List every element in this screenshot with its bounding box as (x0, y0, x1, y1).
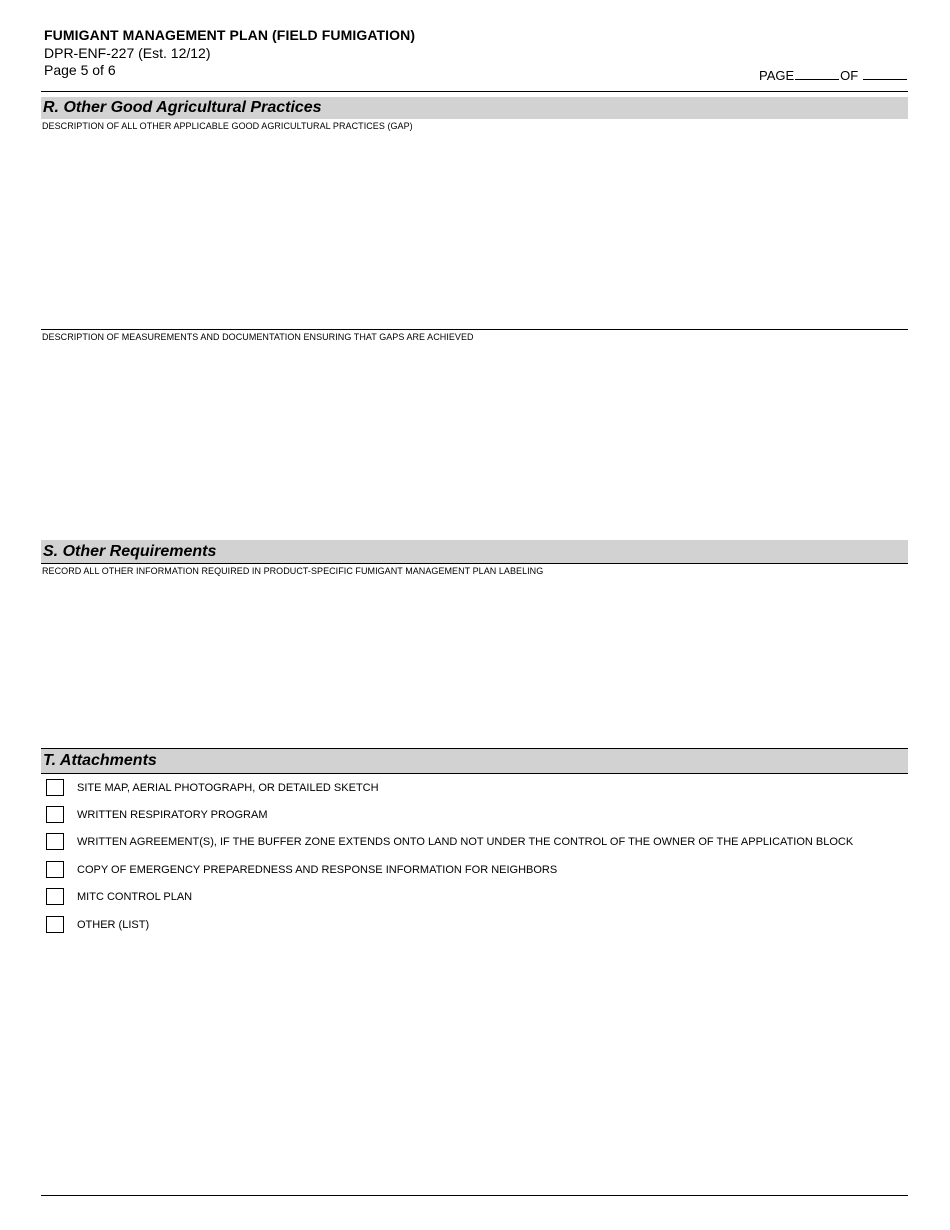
page-label: PAGE (759, 68, 795, 83)
page-total-input[interactable] (863, 68, 907, 80)
other-requirements-label: RECORD ALL OTHER INFORMATION REQUIRED IN PRODUCT-SPECIFIC FUMIGANT MANAGEMENT PLAN LABELING (42, 566, 544, 576)
page-indicator: Page 5 of 6 (44, 62, 116, 78)
section-t-header: T. Attachments (41, 749, 908, 773)
respiratory-program-checkbox[interactable] (46, 806, 64, 823)
other-list-label: OTHER (LIST) (77, 919, 150, 931)
mitc-control-plan-label: MITC CONTROL PLAN (77, 891, 193, 903)
emergency-preparedness-checkbox[interactable] (46, 861, 64, 878)
other-list-field[interactable] (41, 940, 908, 1190)
written-agreements-label: WRITTEN AGREEMENT(S), IF THE BUFFER ZONE EXTENDS ONTO LAND NOT UNDER THE CONTROL OF THE OWNER OF THE APPLICATION BLOCK (77, 836, 854, 848)
of-label: OF (840, 68, 859, 83)
other-requirements-field[interactable] (41, 579, 908, 745)
mitc-control-plan-checkbox[interactable] (46, 888, 64, 905)
gap-description-field[interactable] (41, 134, 908, 327)
header-divider (41, 91, 908, 92)
section-s-underline (41, 563, 908, 564)
form-number: DPR-ENF-227 (Est. 12/12) (44, 45, 211, 61)
section-s-header: S. Other Requirements (41, 540, 908, 563)
measurements-field[interactable] (41, 345, 908, 537)
section-r-header: R. Other Good Agricultural Practices (41, 97, 908, 119)
site-map-label: SITE MAP, AERIAL PHOTOGRAPH, OR DETAILED SKETCH (77, 782, 379, 794)
form-title: FUMIGANT MANAGEMENT PLAN (FIELD FUMIGATION) (44, 27, 416, 43)
footer-divider (41, 1195, 908, 1196)
measurements-label: DESCRIPTION OF MEASUREMENTS AND DOCUMENTATION ENSURING THAT GAPS ARE ACHIEVED (42, 332, 474, 342)
emergency-preparedness-label: COPY OF EMERGENCY PREPAREDNESS AND RESPONSE INFORMATION FOR NEIGHBORS (77, 864, 558, 876)
respiratory-program-label: WRITTEN RESPIRATORY PROGRAM (77, 809, 268, 821)
section-t-underline (41, 773, 908, 774)
page-number-input[interactable] (795, 68, 839, 80)
page-number-field (759, 68, 907, 83)
site-map-checkbox[interactable] (46, 779, 64, 796)
written-agreements-checkbox[interactable] (46, 833, 64, 850)
gap-description-label: DESCRIPTION OF ALL OTHER APPLICABLE GOOD AGRICULTURAL PRACTICES (GAP) (42, 121, 413, 131)
other-list-checkbox[interactable] (46, 916, 64, 933)
gap-divider (41, 329, 908, 330)
